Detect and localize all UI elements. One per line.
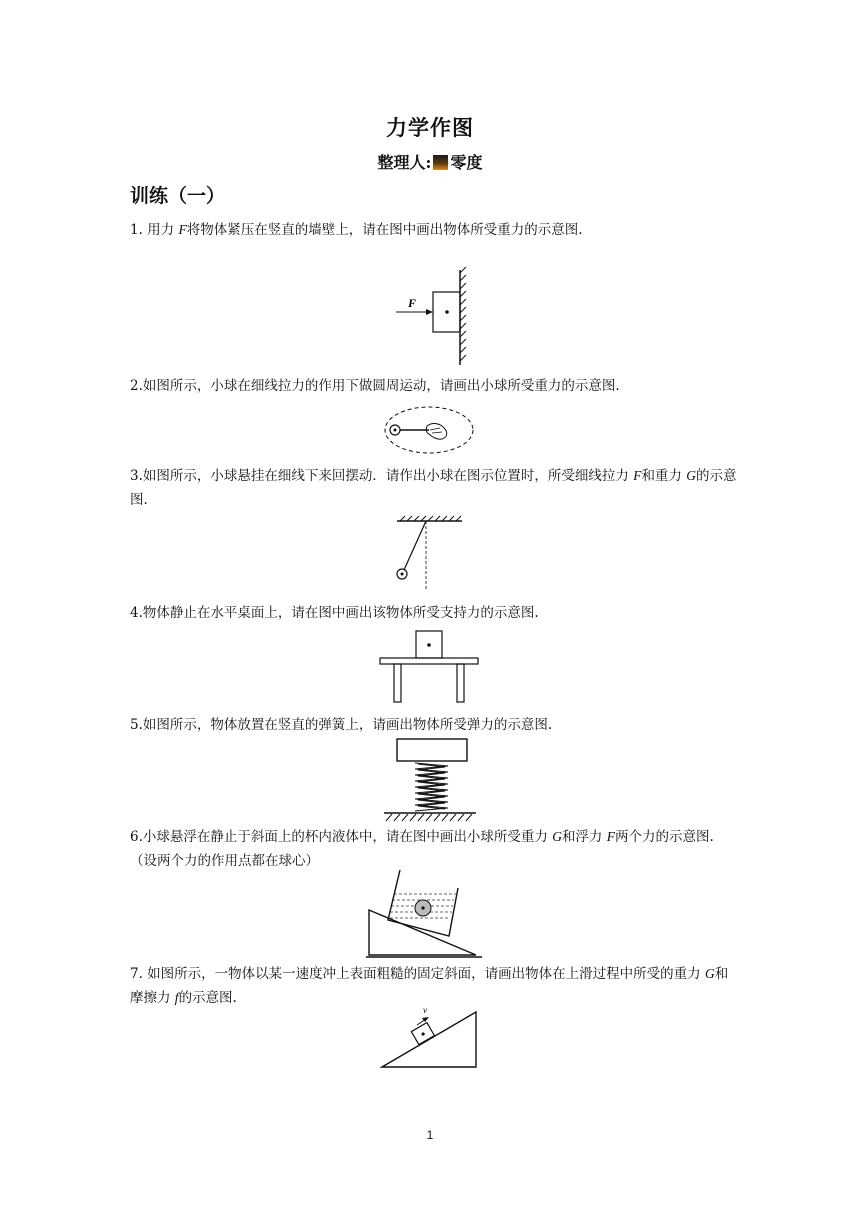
question-number: 1. [130,222,143,238]
question-4 [130,601,740,625]
variable-f: F [606,829,615,844]
velocity-label-v: v [423,1005,427,1015]
question-text: 如图所示，小球悬挂在细线下来回摆动．请作出小球在图示位置时，所受细线拉力 [142,468,634,484]
author-name: 零度 [450,153,483,172]
figure-3-pendulum [392,513,467,593]
variable-g: G [704,966,715,981]
question-text: 和摩擦力 [130,966,729,1006]
force-label-f: F [408,296,417,310]
figure-5-spring-block [382,737,478,823]
figure-2-circular-motion [382,404,477,456]
question-text: 小球悬浮在静止于斜面上的杯内液体中，请在图中画出小球所受重力 [142,829,553,845]
question-number: 3. [130,468,143,484]
question-text: 将物体紧压在竖直的墙壁上，请在图中画出物体所受重力的示意图. [186,222,583,238]
figure-1-wall-block [390,265,480,370]
figure-4-table-block [378,629,480,704]
question-number: 7. [130,966,143,982]
question-text: 两个力的示意图.（设两个力的作用点都在球心） [130,829,714,869]
question-1 [130,218,740,242]
variable-f: F [633,468,642,483]
author-line [0,150,860,173]
question-5 [130,713,740,737]
variable-f: f [174,990,179,1005]
variable-f: F [178,222,187,237]
question-text: 如图所示，小球在细线拉力的作用下做圆周运动，请画出小球所受重力的示意图. [142,378,620,394]
question-text: 的示意图. [178,990,237,1006]
question-text: 如图所示，一物体以某一速度冲上表面粗糙的固定斜面，请画出物体在上滑过程中所受的重力 [142,966,705,982]
question-number: 6. [130,829,143,845]
author-logo-icon [433,155,448,170]
section-heading: 训练（一） [130,185,226,207]
author-prefix: 整理人: [377,153,432,172]
figure-6-cup-on-incline [366,868,484,960]
variable-g: G [552,829,562,844]
variable-g: G [686,468,696,483]
question-number: 5. [130,717,143,733]
page-number: 1 [426,1128,434,1142]
figure-7-block-on-incline [380,1003,480,1073]
question-number: 4. [130,605,143,621]
question-text: 如图所示，物体放置在竖直的弹簧上，请画出物体所受弹力的示意图. [142,717,553,733]
question-text: 物体静止在水平桌面上，请在图中画出该物体所受支持力的示意图. [142,605,539,621]
question-text: 用力 [142,222,179,238]
question-6 [130,825,740,873]
question-text: 和浮力 [561,829,607,845]
question-text: 的示意图. [130,468,737,508]
question-2 [130,374,740,398]
question-number: 2. [130,378,143,394]
question-text: 和重力 [641,468,687,484]
document-title: 力学作图 [386,116,474,140]
question-3 [130,464,740,512]
